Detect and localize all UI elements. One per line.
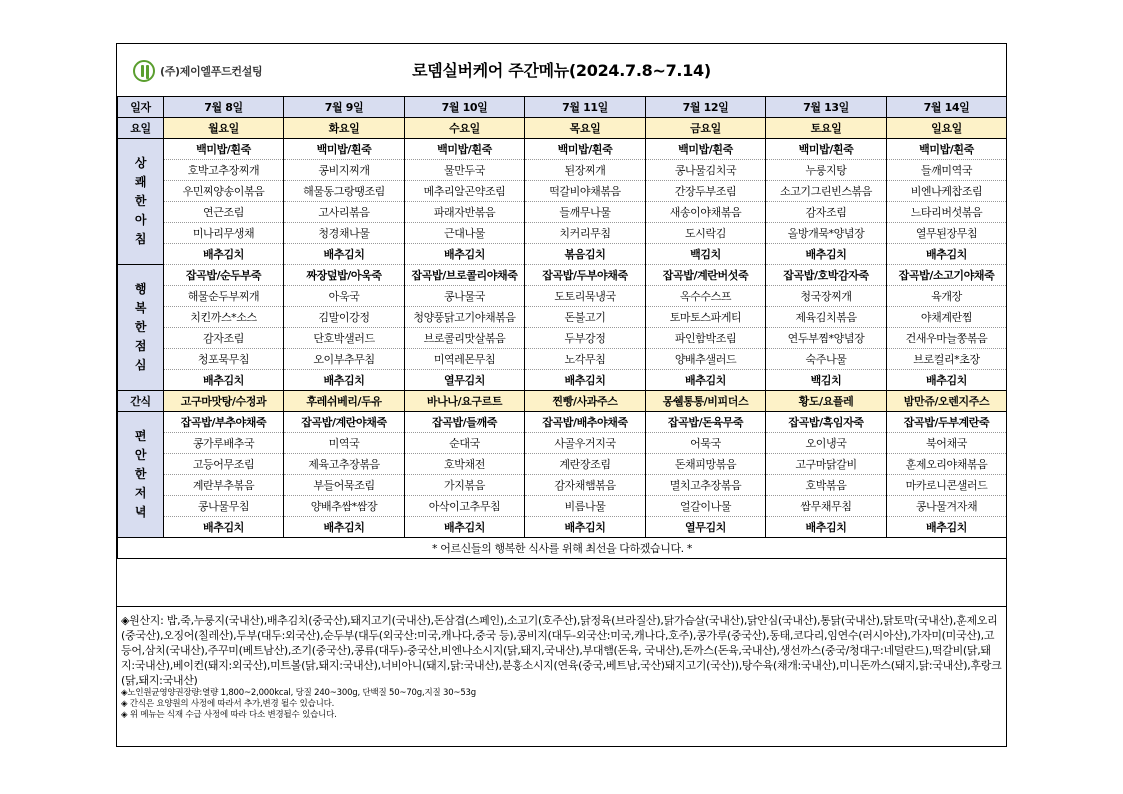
menu-item: 얼갈이나물 <box>646 496 766 517</box>
lunch-row <box>118 349 1007 370</box>
lunch-row <box>118 328 1007 349</box>
menu-item: 들깨무나물 <box>525 202 646 223</box>
breakfast-row <box>118 223 1007 244</box>
menu-item: 단호박샐러드 <box>284 328 405 349</box>
menu-item: 잡곡밥/소고기야채죽 <box>887 265 1007 286</box>
weekday-cell: 월요일 <box>164 118 284 139</box>
menu-item: 배추김치 <box>887 244 1007 265</box>
snack-cell: 황도/요플레 <box>766 391 887 412</box>
menu-item: 떡갈비야채볶음 <box>525 181 646 202</box>
menu-item: 치킨까스*소스 <box>164 307 284 328</box>
menu-item: 백미밥/흰죽 <box>766 139 887 160</box>
menu-item: 열무된장무침 <box>887 223 1007 244</box>
menu-item: 감자조림 <box>766 202 887 223</box>
menu-item: 멸치고추장볶음 <box>646 475 766 496</box>
weekday-cell: 수요일 <box>405 118 525 139</box>
menu-item: 제육고추장볶음 <box>284 454 405 475</box>
menu-item: 잡곡밥/돈육무죽 <box>646 412 766 433</box>
menu-item: 가지볶음 <box>405 475 525 496</box>
menu-item: 미역국 <box>284 433 405 454</box>
menu-item: 올방개묵*양념장 <box>766 223 887 244</box>
menu-item: 배추김치 <box>284 517 405 538</box>
menu-item: 북어채국 <box>887 433 1007 454</box>
menu-item: 야채계란찜 <box>887 307 1007 328</box>
menu-item: 잡곡밥/두부계란죽 <box>887 412 1007 433</box>
menu-item: 사골우거지국 <box>525 433 646 454</box>
menu-item: 배추김치 <box>525 370 646 391</box>
dinner-row <box>118 517 1007 538</box>
lunch-row <box>118 265 1007 286</box>
menu-item: 백미밥/흰죽 <box>164 139 284 160</box>
menu-item: 근대나물 <box>405 223 525 244</box>
breakfast-row <box>118 202 1007 223</box>
menu-item: 오이냉국 <box>766 433 887 454</box>
menu-item: 잡곡밥/두부야채죽 <box>525 265 646 286</box>
menu-item: 우민찌양송이볶음 <box>164 181 284 202</box>
menu-item: 호박고추장찌개 <box>164 160 284 181</box>
menu-item: 배추김치 <box>164 517 284 538</box>
menu-item: 잡곡밥/계란야채죽 <box>284 412 405 433</box>
menu-item: 해물동그랑땡조림 <box>284 181 405 202</box>
snack-label: 간식 <box>118 391 164 412</box>
menu-item: 노각무침 <box>525 349 646 370</box>
menu-item: 미나리무생채 <box>164 223 284 244</box>
menu-item: 배추김치 <box>405 517 525 538</box>
dinner-row <box>118 475 1007 496</box>
menu-item: 치커리무침 <box>525 223 646 244</box>
menu-item: 아삭이고추무침 <box>405 496 525 517</box>
date-label: 일자 <box>118 97 164 118</box>
weekday-label: 요일 <box>118 118 164 139</box>
menu-item: 배추김치 <box>766 244 887 265</box>
menu-item: 연두부찜*양념장 <box>766 328 887 349</box>
message-row <box>118 538 1007 559</box>
date-cell: 7월 11일 <box>525 97 646 118</box>
menu-item: 브로콜리맛살볶음 <box>405 328 525 349</box>
lunch-row <box>118 370 1007 391</box>
menu-item: 누룽지탕 <box>766 160 887 181</box>
menu-item: 육개장 <box>887 286 1007 307</box>
dinner-row <box>118 496 1007 517</box>
menu-item: 간장두부조림 <box>646 181 766 202</box>
menu-item: 고사리볶음 <box>284 202 405 223</box>
menu-item: 연근조림 <box>164 202 284 223</box>
menu-item: 배추김치 <box>164 370 284 391</box>
breakfast-row <box>118 181 1007 202</box>
dinner-row <box>118 454 1007 475</box>
date-cell: 7월 12일 <box>646 97 766 118</box>
lunch-row <box>118 286 1007 307</box>
lunch-row <box>118 307 1007 328</box>
menu-item: 호박채전 <box>405 454 525 475</box>
date-row <box>118 97 1007 118</box>
menu-item: 청포묵무침 <box>164 349 284 370</box>
menu-item: 옥수수스프 <box>646 286 766 307</box>
menu-item: 김말이강정 <box>284 307 405 328</box>
menu-item: 물만두국 <box>405 160 525 181</box>
menu-item: 고구마닭갈비 <box>766 454 887 475</box>
menu-item: 훈제오리야채볶음 <box>887 454 1007 475</box>
menu-item: 아욱국 <box>284 286 405 307</box>
menu-item: 계란부추볶음 <box>164 475 284 496</box>
menu-item: 제육김치볶음 <box>766 307 887 328</box>
menu-item: 열무김치 <box>646 517 766 538</box>
menu-item: 두부강정 <box>525 328 646 349</box>
menu-item: 양배추쌈*쌈장 <box>284 496 405 517</box>
menu-table <box>117 96 1007 559</box>
date-cell: 7월 14일 <box>887 97 1007 118</box>
notes-section <box>117 606 1006 746</box>
menu-item: 감자조림 <box>164 328 284 349</box>
snack-cell: 찐빵/사과주스 <box>525 391 646 412</box>
menu-item: 된장찌개 <box>525 160 646 181</box>
menu-item: 짜장덮밥/아욱죽 <box>284 265 405 286</box>
menu-item: 백미밥/흰죽 <box>525 139 646 160</box>
weekday-cell: 화요일 <box>284 118 405 139</box>
menu-item: 돈불고기 <box>525 307 646 328</box>
menu-item: 느타리버섯볶음 <box>887 202 1007 223</box>
menu-item: 배추김치 <box>646 370 766 391</box>
menu-item: 순대국 <box>405 433 525 454</box>
menu-item: 숙주나물 <box>766 349 887 370</box>
menu-item: 감자채햄볶음 <box>525 475 646 496</box>
menu-item: 잡곡밥/흑임자죽 <box>766 412 887 433</box>
date-cell: 7월 10일 <box>405 97 525 118</box>
menu-item: 잡곡밥/부추야채죽 <box>164 412 284 433</box>
menu-item: 비엔나케찹조림 <box>887 181 1007 202</box>
menu-item: 백미밥/흰죽 <box>284 139 405 160</box>
snack-cell: 후레쉬베리/두유 <box>284 391 405 412</box>
weekday-cell: 금요일 <box>646 118 766 139</box>
menu-item: 열무김치 <box>405 370 525 391</box>
menu-item: 파래자반볶음 <box>405 202 525 223</box>
menu-item: 파인함박조림 <box>646 328 766 349</box>
menu-item: 콩나물국 <box>405 286 525 307</box>
menu-item: 브로컬리*초장 <box>887 349 1007 370</box>
snack-cell: 밤만쥬/오렌지주스 <box>887 391 1007 412</box>
date-cell: 7월 8일 <box>164 97 284 118</box>
menu-item: 잡곡밥/배추야채죽 <box>525 412 646 433</box>
menu-item: 소고기그린빈스볶음 <box>766 181 887 202</box>
menu-item: 배추김치 <box>284 370 405 391</box>
menu-item: 잡곡밥/순두부죽 <box>164 265 284 286</box>
note-nutrition: ◈노인원균영양권장량:열량 1,800~2,000kcal, 당질 240~300g, 단백질 50~70g,지질 30~53g <box>121 688 476 698</box>
menu-item: 돈채피망볶음 <box>646 454 766 475</box>
weekday-cell: 목요일 <box>525 118 646 139</box>
menu-item: 백김치 <box>646 244 766 265</box>
menu-item: 도시락김 <box>646 223 766 244</box>
menu-item: 메추리알곤약조림 <box>405 181 525 202</box>
menu-item: 콩나물겨자채 <box>887 496 1007 517</box>
menu-item: 비름나물 <box>525 496 646 517</box>
menu-item: 콩비지찌개 <box>284 160 405 181</box>
menu-sheet <box>116 43 1007 747</box>
menu-item: 배추김치 <box>887 517 1007 538</box>
dinner-row <box>118 433 1007 454</box>
weekday-cell: 일요일 <box>887 118 1007 139</box>
dinner-row <box>118 412 1007 433</box>
breakfast-row <box>118 160 1007 181</box>
menu-item: 토마토스파게티 <box>646 307 766 328</box>
menu-item: 백김치 <box>766 370 887 391</box>
menu-item: 고등어무조림 <box>164 454 284 475</box>
menu-item: 콩가루배추국 <box>164 433 284 454</box>
snack-cell: 고구마맛탕/수정과 <box>164 391 284 412</box>
menu-item: 백미밥/흰죽 <box>646 139 766 160</box>
menu-item: 잡곡밥/계란버섯죽 <box>646 265 766 286</box>
menu-item: 새송이야채볶음 <box>646 202 766 223</box>
menu-item: 해물순두부찌개 <box>164 286 284 307</box>
note-change: ◈ 위 메뉴는 식재 수급 사정에 따라 다소 변경될수 있습니다. <box>121 710 337 720</box>
menu-item: 배추김치 <box>405 244 525 265</box>
menu-item: 마카로니콘샐러드 <box>887 475 1007 496</box>
company-name: (주)제이엘푸드컨설팅 <box>160 65 263 78</box>
menu-item: 도토리묵냉국 <box>525 286 646 307</box>
menu-item: 계란장조림 <box>525 454 646 475</box>
snack-cell: 바나나/요구르트 <box>405 391 525 412</box>
menu-item: 미역레몬무침 <box>405 349 525 370</box>
menu-item: 잡곡밥/들깨죽 <box>405 412 525 433</box>
menu-item: 오이부추무침 <box>284 349 405 370</box>
closing-message: * 어르신들의 행복한 식사를 위해 최선을 다하겠습니다. * <box>118 538 1007 559</box>
menu-item: 어묵국 <box>646 433 766 454</box>
menu-item: 배추김치 <box>887 370 1007 391</box>
dinner-label: 편 안 한 저 녁 <box>118 412 164 538</box>
menu-item: 양배추샐러드 <box>646 349 766 370</box>
menu-item: 청경채나물 <box>284 223 405 244</box>
menu-item: 청양풍닭고기야채볶음 <box>405 307 525 328</box>
origin-text: ◈원산지: 밥,죽,누룽지(국내산),배추김치(중국산),돼지고기(국내산),돈삼겹(스페인),소고기(호주산),닭정육(브라질산),닭가슴살(국내산),닭안심(국내산),통닭(국내산),닭토막(국내산),훈제오리(중국산),오징어(칠레산),두부(대두:외국산),순두부(대두(외국산:미국,캐나다,중국 등),콩비지(대두-외국산:미국,캐나다,호주),콩가루(중국산),동태,코다리,임연수(러시아산),가자미(미국산),고등어,삼치(국내산),주꾸미(베트남산),조기(중국산),콩류(대두)-중국산,비엔나소시지(닭,돼지,국내산),부대햄(돈육, 국내산),돈까스(돈육,국내산),생선까스(중국/청대구:네덜란드),떡갈비(닭,돼지:국내산),베이컨(돼지:외국산),미트볼(닭,돼지:국내산),너비아니(돼지,닭:국내산),분홍소시지(연육(중국,베트남,국산)돼지고기(국산)),탕수육(채개:국내산),미니돈까스(돼지,닭:국내산),후랑크(닭,돼지:국내산) <box>121 614 1002 687</box>
date-cell: 7월 9일 <box>284 97 405 118</box>
menu-item: 건새우마늘쫑볶음 <box>887 328 1007 349</box>
menu-item: 콩나물김치국 <box>646 160 766 181</box>
menu-item: 콩나물무침 <box>164 496 284 517</box>
menu-item: 잡곡밥/호박감자죽 <box>766 265 887 286</box>
menu-item: 백미밥/흰죽 <box>405 139 525 160</box>
page-title: 로뎀실버케어 주간메뉴(2024.7.8~7.14) <box>412 61 711 80</box>
breakfast-row <box>118 139 1007 160</box>
menu-item: 잡곡밥/브로콜리야채죽 <box>405 265 525 286</box>
menu-item: 호박볶음 <box>766 475 887 496</box>
menu-item: 볶음김치 <box>525 244 646 265</box>
breakfast-row <box>118 244 1007 265</box>
menu-item: 배추김치 <box>164 244 284 265</box>
breakfast-label: 상 쾌 한 아 침 <box>118 139 164 265</box>
menu-item: 쌈무채무침 <box>766 496 887 517</box>
header <box>117 44 1006 97</box>
lunch-label: 행 복 한 점 심 <box>118 265 164 391</box>
menu-item: 청국장찌개 <box>766 286 887 307</box>
menu-item: 배추김치 <box>284 244 405 265</box>
note-snack: ◈ 간식은 요양원의 사정에 따라서 추가,변경 될수 있습니다. <box>121 699 335 709</box>
snack-row <box>118 391 1007 412</box>
menu-item: 부들어묵조림 <box>284 475 405 496</box>
date-cell: 7월 13일 <box>766 97 887 118</box>
menu-item: 들깨미역국 <box>887 160 1007 181</box>
menu-item: 백미밥/흰죽 <box>887 139 1007 160</box>
snack-cell: 몽쉘통통/비피더스 <box>646 391 766 412</box>
menu-item: 배추김치 <box>766 517 887 538</box>
menu-item: 배추김치 <box>525 517 646 538</box>
weekday-cell: 토요일 <box>766 118 887 139</box>
weekday-row <box>118 118 1007 139</box>
